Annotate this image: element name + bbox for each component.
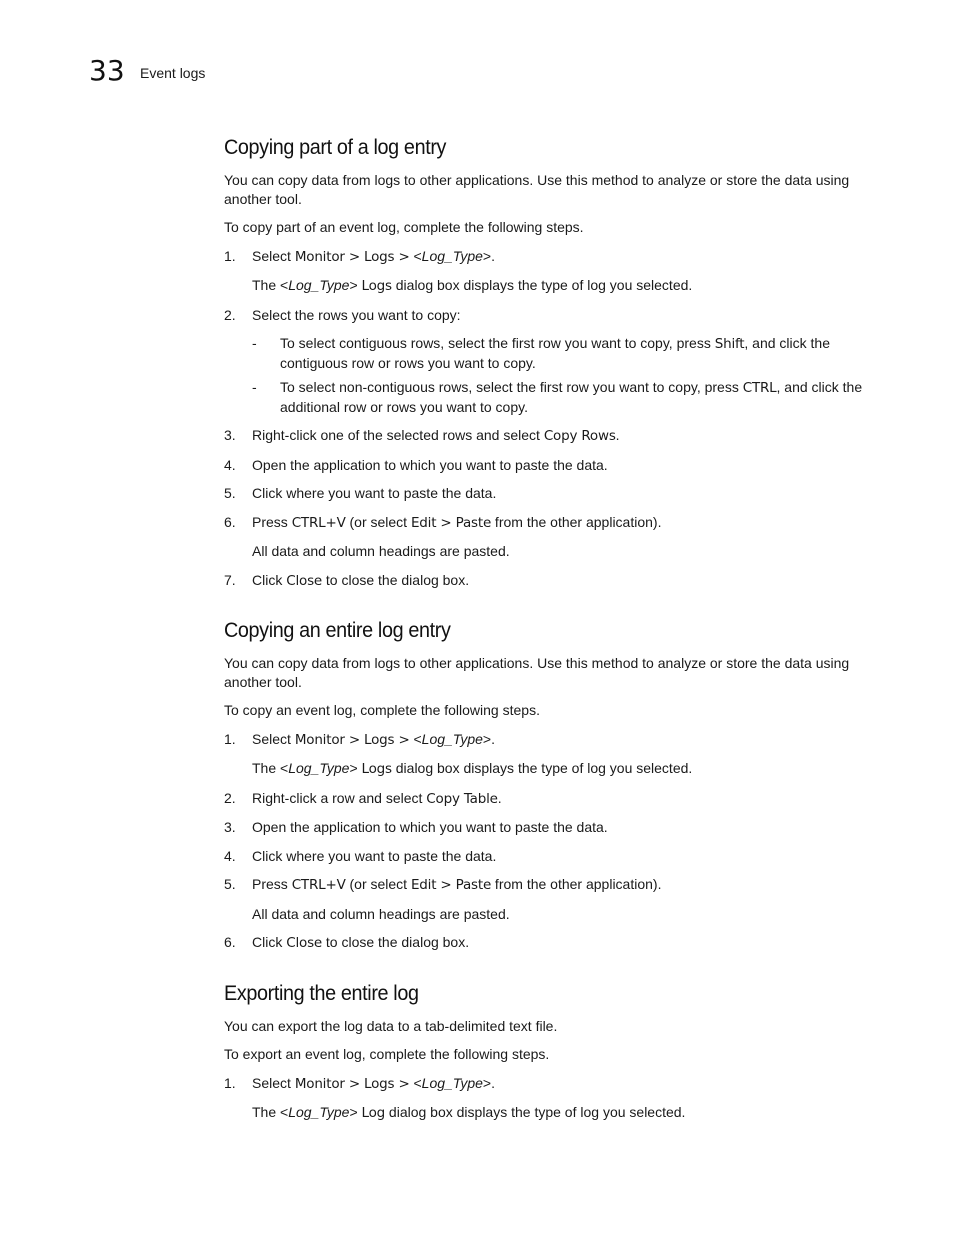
section-heading: Exporting the entire log: [224, 980, 419, 1005]
step-2: 2. Select the rows you want to copy:: [224, 306, 461, 323]
step-1: 1. Select Monitor > Logs > <Log_Type>.: [224, 247, 495, 265]
paragraph: You can export the log data to a tab-delimited text file.: [224, 1017, 558, 1034]
menu-path: Monitor > Logs >: [294, 248, 410, 265]
step-5: 5. Press CTRL+V (or select Edit > Paste from the other application).: [224, 876, 662, 893]
paragraph: To copy an event log, complete the following steps.: [224, 702, 540, 718]
step-2: 2. Right-click a row and select Copy Table.: [224, 789, 502, 807]
step-note: All data and column headings are pasted.: [252, 543, 510, 559]
document-body: [224, 134, 874, 1123]
step-6: 6. Press CTRL+V (or select Edit > Paste from the other application).: [224, 513, 662, 531]
paragraph: You can copy data from logs to other applications. Use this method to analyze or store the data using another tool.: [224, 172, 850, 207]
paragraph: To export an event log, complete the following steps.: [224, 1046, 550, 1062]
step-note: The <Log_Type> Logs dialog box displays the type of log you selected.: [252, 277, 693, 294]
section-copying-part: [224, 134, 874, 590]
section-heading: Copying part of a log entry: [224, 135, 447, 159]
step-1: 1. Select Monitor > Logs > <Log_Type>.: [224, 730, 495, 748]
paragraph: To copy part of an event log, complete the following steps.: [224, 219, 584, 235]
section-exporting: [224, 980, 874, 1123]
section-heading: Copying an entire log entry: [224, 618, 451, 642]
step-4: 4. Click where you want to paste the data.: [224, 847, 497, 864]
step-6: 6. Click Close to close the dialog box.: [224, 934, 470, 951]
chapter-title: Event logs: [140, 65, 206, 81]
step-7: 7. Click Close to close the dialog box.: [224, 571, 470, 589]
step-4: 4. Open the application to which you want to paste the data.: [224, 456, 608, 473]
step-note: All data and column headings are pasted.: [252, 905, 510, 922]
step-5: 5. Click where you want to paste the data.: [224, 485, 497, 501]
chapter-number: 33: [89, 54, 125, 87]
step-3: 3. Right-click one of the selected rows and select Copy Rows.: [224, 427, 620, 444]
bullet-item: - To select contiguous rows, select the first row you want to copy, press Shift, and click the contiguous row or rows you want to copy.: [252, 335, 831, 371]
bullet-item: - To select non-contiguous rows, select the first row you want to copy, press CTRL, and click the additional row or rows you want to copy.: [252, 379, 863, 415]
section-copying-entire: [224, 617, 874, 953]
paragraph: You can copy data from logs to other applications. Use this method to analyze or store the data using another tool.: [224, 655, 850, 690]
step-note: The <Log_Type> Logs dialog box displays the type of log you selected.: [252, 760, 693, 777]
step-3: 3. Open the application to which you want to paste the data.: [224, 819, 608, 835]
step-note: The <Log_Type> Log dialog box displays the type of log you selected.: [252, 1104, 686, 1121]
step-1: 1. Select Monitor > Logs > <Log_Type>.: [224, 1074, 495, 1092]
